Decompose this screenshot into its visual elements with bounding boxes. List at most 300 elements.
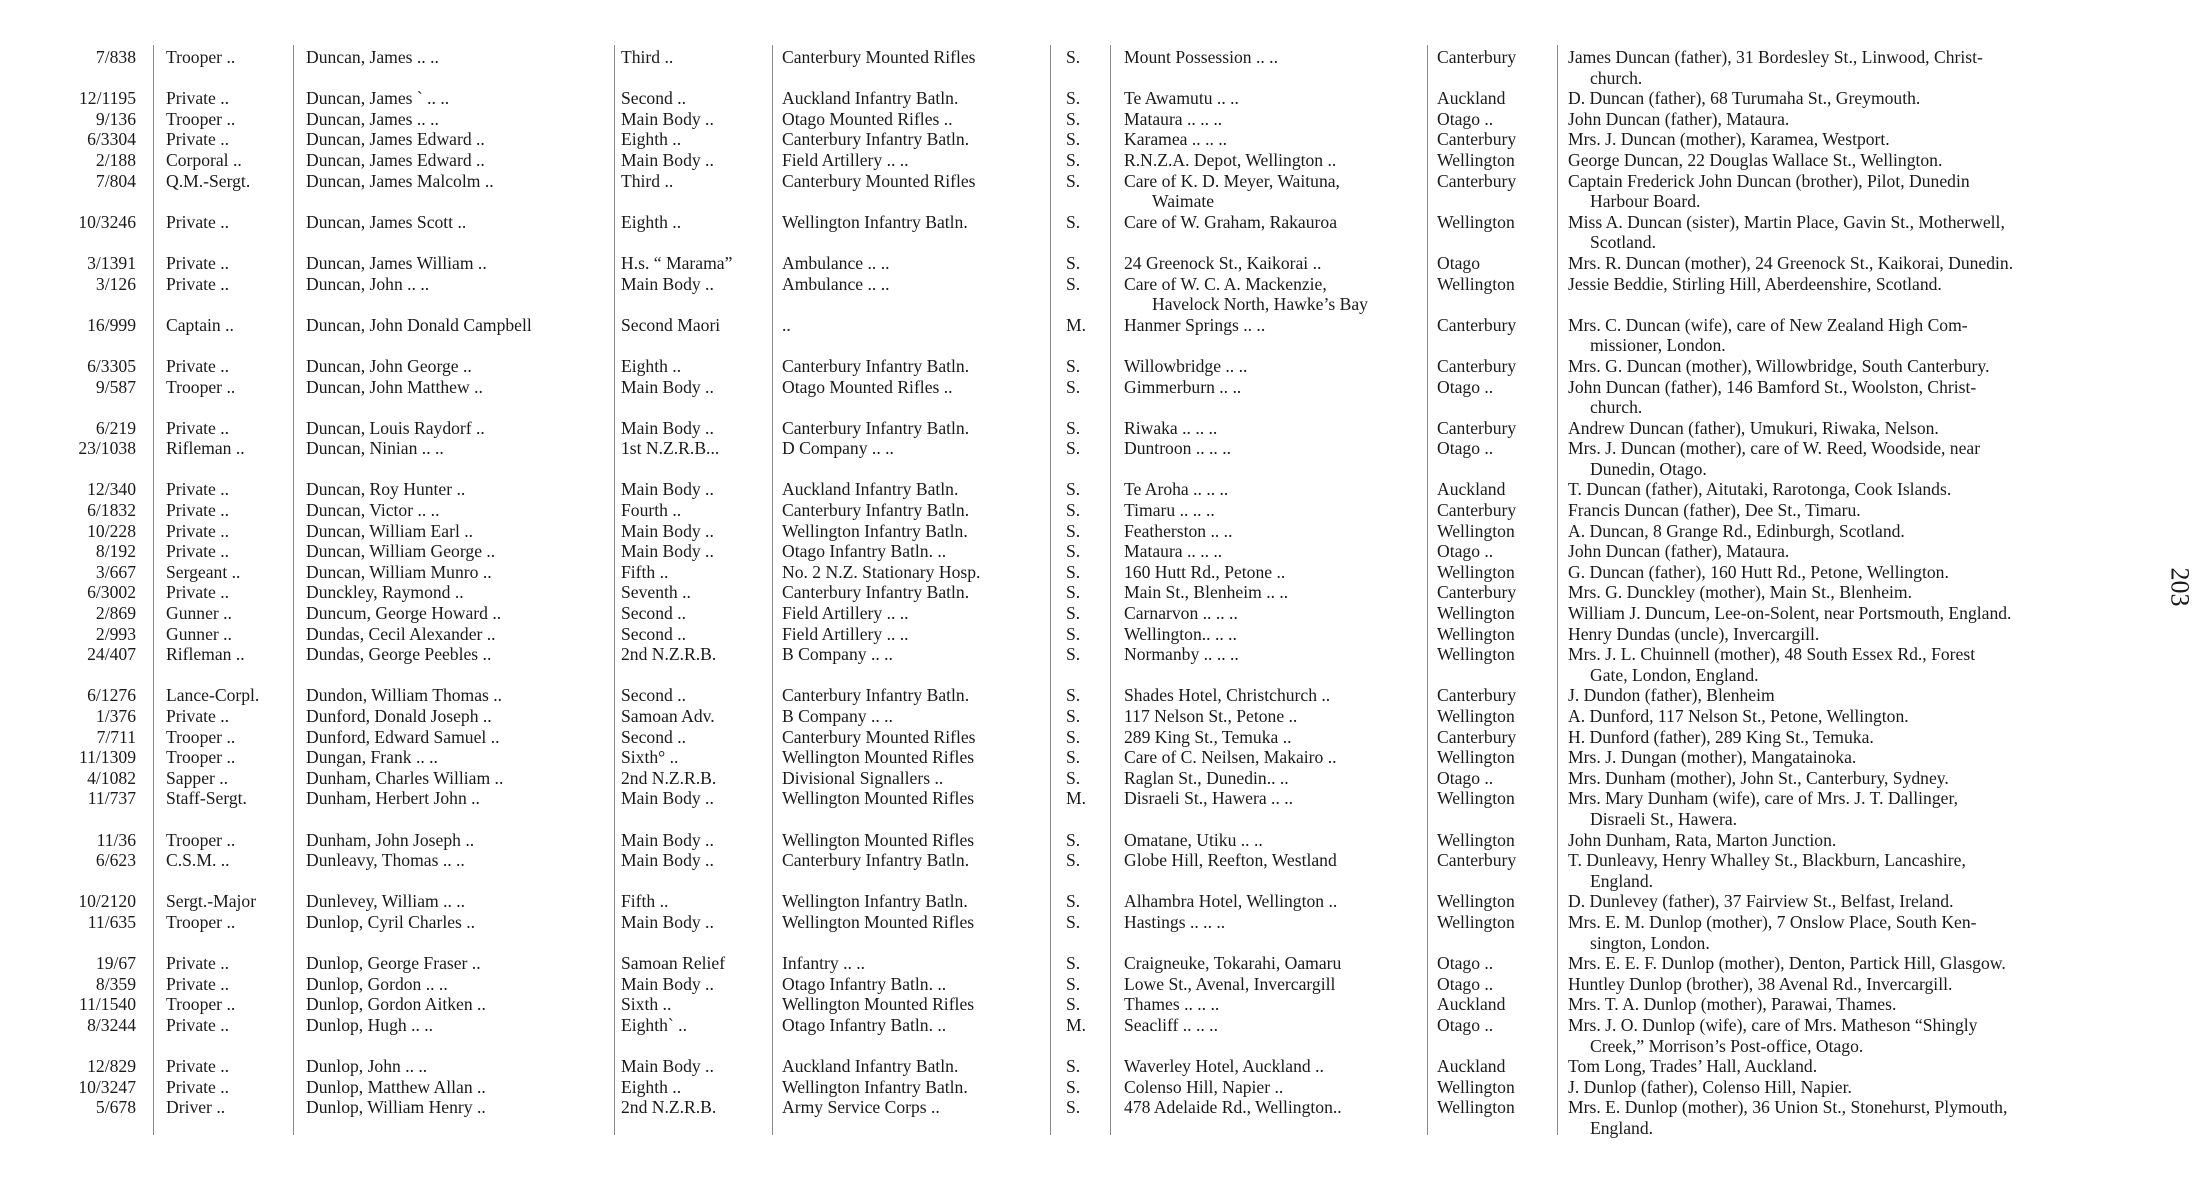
rank: Sapper .. [166, 767, 229, 788]
marital-status: S. [1066, 438, 1081, 459]
last-address-line: 289 King St., Temuka .. [1124, 726, 1292, 747]
draft-body: Main Body .. [621, 149, 714, 170]
draft-body: 2nd N.Z.R.B. [621, 767, 717, 788]
next-of-kin [1568, 891, 2138, 912]
next-of-kin [1568, 974, 2138, 995]
table-row [0, 479, 2205, 500]
soldier-name: Duncan, James Malcolm .. [306, 170, 494, 191]
marital-status: M. [1066, 788, 1087, 809]
marital-status: S. [1066, 1056, 1081, 1077]
last-address-line: Duntroon .. .. .. [1124, 438, 1232, 459]
soldier-name: Duncan, John George .. [306, 355, 472, 376]
last-address [1124, 706, 1297, 727]
soldier-name: Duncan, James .. .. [306, 108, 439, 129]
soldier-name: Duncan, William Earl .. [306, 520, 474, 541]
service-number: 10/3247 [78, 1076, 136, 1097]
last-address-line: Hanmer Springs .. .. [1124, 314, 1266, 335]
unit: Wellington Infantry Batln. [782, 520, 968, 541]
next-of-kin-line: Scotland. [1590, 232, 1656, 253]
unit: Divisional Signallers .. [782, 767, 944, 788]
district: Canterbury [1437, 417, 1517, 438]
next-of-kin [1568, 500, 2138, 521]
last-address-line: Alhambra Hotel, Wellington .. [1124, 891, 1338, 912]
draft-body: Second .. [621, 88, 686, 109]
rank: Private .. [166, 1014, 230, 1035]
unit: Otago Infantry Batln. .. [782, 1014, 947, 1035]
rank: Corporal .. [166, 149, 242, 170]
last-address [1124, 109, 1222, 130]
table-row [0, 1015, 2205, 1056]
table-row [0, 47, 2205, 88]
unit: D Company .. .. [782, 438, 894, 459]
service-number: 11/1309 [78, 747, 136, 768]
draft-body: Main Body .. [621, 520, 714, 541]
last-address-line: Featherston .. .. [1124, 520, 1233, 541]
table-row [0, 1056, 2205, 1077]
service-number: 6/1276 [87, 685, 136, 706]
next-of-kin [1568, 727, 2138, 748]
draft-body: Fifth .. [621, 891, 669, 912]
soldier-name: Duncan, John Matthew .. [306, 376, 483, 397]
rank: Trooper .. [166, 829, 236, 850]
soldier-name: Duncan, James Edward .. [306, 129, 485, 150]
unit: Otago Mounted Rifles .. [782, 376, 953, 397]
district: Canterbury [1437, 850, 1517, 871]
unit: Canterbury Mounted Rifles [782, 47, 976, 67]
soldier-name: Dundas, George Peebles .. [306, 644, 492, 665]
soldier-name: Duncan, Roy Hunter .. [306, 479, 466, 500]
last-address [1124, 377, 1241, 398]
last-address [1124, 994, 1219, 1015]
last-address-line: Care of C. Neilsen, Makairo .. [1124, 747, 1337, 768]
unit: Canterbury Infantry Batln. [782, 417, 970, 438]
unit: Otago Infantry Batln. .. [782, 973, 947, 994]
last-address-line: Colenso Hill, Napier .. [1124, 1076, 1284, 1097]
next-of-kin [1568, 768, 2138, 789]
district: Otago .. [1437, 438, 1494, 459]
next-of-kin-line: J. Dundon (father), Blenheim [1568, 685, 1775, 706]
last-address-line: Craigneuke, Tokarahi, Oamaru [1124, 953, 1342, 974]
last-address-line: Te Aroha .. .. .. [1124, 479, 1229, 500]
next-of-kin-line: Gate, London, England. [1590, 664, 1759, 685]
last-address [1124, 830, 1263, 851]
draft-body: Sixth .. [621, 994, 672, 1015]
table-row [0, 315, 2205, 356]
rank: C.S.M. .. [166, 850, 230, 871]
district: Otago .. [1437, 1014, 1494, 1035]
marital-status: S. [1066, 603, 1081, 624]
next-of-kin-line: J. Dunlop (father), Colenso Hill, Napier. [1568, 1076, 1852, 1097]
marital-status: S. [1066, 47, 1081, 67]
draft-body: 2nd N.Z.R.B. [621, 1097, 717, 1118]
last-address-line: Timaru .. .. .. [1124, 500, 1215, 521]
draft-body: Eighth .. [621, 211, 682, 232]
next-of-kin-line: A. Dunford, 117 Nelson St., Petone, Wellington. [1568, 706, 1909, 726]
service-number: 10/3246 [78, 211, 136, 232]
last-address [1124, 562, 1285, 583]
marital-status: S. [1066, 706, 1081, 726]
draft-body: Main Body .. [621, 829, 714, 850]
last-address-line: Thames .. .. .. [1124, 994, 1220, 1015]
draft-body: Eighth` .. [621, 1014, 687, 1035]
soldier-name: Duncan, William George .. [306, 541, 496, 562]
last-address [1124, 521, 1232, 542]
table-row [0, 356, 2205, 377]
last-address-line: Globe Hill, Reefton, Westland [1124, 850, 1337, 871]
district: Auckland [1437, 1056, 1506, 1077]
next-of-kin-line: G. Duncan (father), 160 Hutt Rd., Petone, Wellington. [1568, 561, 1949, 582]
table-row [0, 150, 2205, 171]
last-address-line: Waimate [1152, 191, 1215, 212]
rank: Rifleman .. [166, 438, 245, 459]
next-of-kin [1568, 356, 2138, 377]
district: Canterbury [1437, 47, 1517, 67]
marital-status: S. [1066, 211, 1081, 232]
draft-body: Second .. [621, 603, 686, 624]
district: Canterbury [1437, 170, 1517, 191]
soldier-name: Duncan, John .. .. [306, 273, 430, 294]
last-address [1124, 438, 1231, 459]
next-of-kin-line: T. Duncan (father), Aitutaki, Rarotonga, Cook Islands. [1568, 479, 1952, 500]
unit: Ambulance .. .. [782, 273, 890, 294]
last-address-line: Te Awamutu .. .. [1124, 88, 1239, 109]
last-address [1124, 582, 1288, 603]
next-of-kin [1568, 212, 2138, 253]
page-number: 203 [2165, 567, 2195, 607]
last-address [1124, 768, 1289, 789]
last-address [1124, 1097, 1342, 1118]
next-of-kin [1568, 747, 2138, 768]
rank: Private .. [166, 273, 230, 294]
last-address-line: Willowbridge .. .. [1124, 355, 1248, 376]
rank: Private .. [166, 355, 230, 376]
draft-body: Second .. [621, 685, 686, 706]
service-number: 19/67 [95, 953, 136, 974]
soldier-name: Duncan, James Edward .. [306, 149, 485, 170]
service-number: 8/3244 [87, 1014, 136, 1035]
table-row [0, 212, 2205, 253]
next-of-kin [1568, 1077, 2138, 1098]
district: Otago .. [1437, 108, 1494, 129]
last-address [1124, 1056, 1324, 1077]
district: Wellington [1437, 644, 1515, 665]
unit: Wellington Mounted Rifles [782, 829, 975, 850]
marital-status: S. [1066, 829, 1081, 850]
next-of-kin [1568, 521, 2138, 542]
rank: Trooper .. [166, 994, 236, 1015]
next-of-kin [1568, 994, 2138, 1015]
unit: Canterbury Infantry Batln. [782, 129, 970, 150]
next-of-kin-line: Mrs. J. Duncan (mother), Karamea, Westport. [1568, 129, 1890, 150]
marital-status: S. [1066, 685, 1081, 706]
rank: Staff-Sergt. [166, 788, 247, 809]
unit: Canterbury Mounted Rifles [782, 726, 976, 747]
district: Wellington [1437, 211, 1515, 232]
unit: Wellington Infantry Batln. [782, 211, 968, 232]
district: Wellington [1437, 911, 1515, 932]
marital-status: S. [1066, 953, 1081, 974]
district: Wellington [1437, 149, 1515, 170]
next-of-kin-line: T. Dunleavy, Henry Whalley St., Blackburn, Lancashire, [1568, 850, 1966, 871]
service-number: 16/999 [87, 314, 136, 335]
last-address-line: 24 Greenock St., Kaikorai .. [1124, 252, 1322, 273]
draft-body: Eighth .. [621, 1076, 682, 1097]
draft-body: Eighth .. [621, 355, 682, 376]
marital-status: S. [1066, 850, 1081, 871]
draft-body: Samoan Adv. [621, 706, 715, 726]
last-address [1124, 150, 1336, 171]
table-row [0, 644, 2205, 685]
marital-status: S. [1066, 1097, 1081, 1118]
district: Wellington [1437, 1097, 1515, 1118]
next-of-kin [1568, 850, 2138, 891]
soldier-name: Dunham, John Joseph .. [306, 829, 475, 850]
next-of-kin [1568, 953, 2138, 974]
next-of-kin-line: Mrs. J. Dungan (mother), Mangatainoka. [1568, 747, 1857, 768]
next-of-kin-line: William J. Duncum, Lee-on-Solent, near Portsmouth, England. [1568, 603, 2012, 624]
next-of-kin-line: Harbour Board. [1590, 191, 1701, 212]
next-of-kin [1568, 377, 2138, 418]
next-of-kin-line: sington, London. [1590, 932, 1710, 953]
table-row [0, 88, 2205, 109]
last-address [1124, 624, 1237, 645]
service-number: 11/1540 [78, 994, 136, 1015]
unit: Canterbury Infantry Batln. [782, 355, 970, 376]
draft-body: Fourth .. [621, 500, 682, 521]
soldier-name: Dunford, Donald Joseph .. [306, 706, 492, 726]
last-address [1124, 315, 1265, 336]
unit: No. 2 N.Z. Stationary Hosp. [782, 561, 981, 582]
unit: Canterbury Infantry Batln. [782, 685, 970, 706]
district: Canterbury [1437, 500, 1517, 521]
marital-status: S. [1066, 273, 1081, 294]
service-number: 10/2120 [78, 891, 136, 912]
next-of-kin [1568, 171, 2138, 212]
unit: Canterbury Infantry Batln. [782, 582, 970, 603]
unit: Wellington Mounted Rifles [782, 911, 975, 932]
next-of-kin-line: church. [1590, 397, 1643, 418]
next-of-kin [1568, 150, 2138, 171]
last-address-line: Disraeli St., Hawera .. .. [1124, 788, 1294, 809]
rank: Trooper .. [166, 47, 236, 67]
table-row [0, 603, 2205, 624]
next-of-kin-line: Mrs. E. Dunlop (mother), 36 Union St., Stonehurst, Plymouth, [1568, 1097, 2008, 1118]
soldier-name: Duncan, James .. .. [306, 47, 439, 67]
unit: Auckland Infantry Batln. [782, 479, 959, 500]
unit: Field Artillery .. .. [782, 149, 909, 170]
marital-status: S. [1066, 644, 1081, 665]
unit: Auckland Infantry Batln. [782, 88, 959, 109]
draft-body: Sixth° .. [621, 747, 679, 768]
last-address-line: 117 Nelson St., Petone .. [1124, 706, 1298, 726]
draft-body: Main Body .. [621, 479, 714, 500]
next-of-kin [1568, 1097, 2138, 1138]
service-number: 11/36 [96, 829, 136, 850]
service-number: 6/623 [95, 850, 136, 871]
table-row [0, 418, 2205, 439]
last-address [1124, 171, 1340, 212]
soldier-name: Duncan, Victor .. .. [306, 500, 440, 521]
district: Wellington [1437, 747, 1515, 768]
last-address [1124, 912, 1225, 933]
next-of-kin-line: A. Duncan, 8 Grange Rd., Edinburgh, Scotland. [1568, 520, 1905, 541]
service-number: 23/1038 [78, 438, 136, 459]
table-row [0, 912, 2205, 953]
service-number: 3/126 [95, 273, 136, 294]
next-of-kin-line: Dunedin, Otago. [1590, 458, 1707, 479]
last-address [1124, 974, 1335, 995]
last-address-line: Care of W. C. A. Mackenzie, [1124, 273, 1327, 294]
soldier-name: Dungan, Frank .. .. [306, 747, 438, 768]
last-address [1124, 727, 1292, 748]
marital-status: S. [1066, 911, 1081, 932]
last-address-line: Riwaka .. .. .. [1124, 417, 1218, 438]
service-number: 12/340 [87, 479, 136, 500]
last-address-line: Gimmerburn .. .. [1124, 376, 1242, 397]
draft-body: Seventh .. [621, 582, 691, 603]
draft-body: Main Body .. [621, 376, 714, 397]
soldier-name: Dunham, Charles William .. [306, 767, 504, 788]
table-row [0, 974, 2205, 995]
next-of-kin-line: Mrs. J. L. Chuinnell (mother), 48 South Essex Rd., Forest [1568, 644, 1976, 665]
next-of-kin [1568, 582, 2138, 603]
last-address-line: Havelock North, Hawke’s Bay [1152, 294, 1368, 315]
next-of-kin [1568, 706, 2138, 727]
district: Canterbury [1437, 355, 1517, 376]
next-of-kin [1568, 129, 2138, 150]
next-of-kin-line: John Duncan (father), 146 Bamford St., Woolston, Christ- [1568, 376, 1977, 397]
draft-body: Fifth .. [621, 561, 669, 582]
unit: B Company .. .. [782, 644, 893, 665]
draft-body: Second .. [621, 623, 686, 644]
soldier-name: Dundas, Cecil Alexander .. [306, 623, 496, 644]
last-address [1124, 953, 1341, 974]
next-of-kin-line: Creek,” Morrison’s Post-office, Otago. [1590, 1035, 1864, 1056]
marital-status: S. [1066, 994, 1081, 1015]
rank: Private .. [166, 252, 230, 273]
unit: Wellington Mounted Rifles [782, 747, 975, 768]
last-address [1124, 212, 1337, 233]
table-row [0, 994, 2205, 1015]
service-number: 2/869 [95, 603, 136, 624]
district: Otago .. [1437, 541, 1494, 562]
table-row [0, 129, 2205, 150]
rank: Private .. [166, 88, 230, 109]
next-of-kin [1568, 1056, 2138, 1077]
last-address-line: Mataura .. .. .. [1124, 108, 1223, 129]
marital-status: S. [1066, 747, 1081, 768]
district: Auckland [1437, 994, 1506, 1015]
last-address [1124, 479, 1228, 500]
next-of-kin [1568, 47, 2138, 88]
next-of-kin-line: Jessie Beddie, Stirling Hill, Aberdeenshire, Scotland. [1568, 273, 1942, 294]
last-address [1124, 541, 1222, 562]
rank: Rifleman .. [166, 644, 245, 665]
draft-body: Main Body .. [621, 1056, 714, 1077]
unit: Canterbury Infantry Batln. [782, 500, 970, 521]
last-address [1124, 891, 1337, 912]
soldier-name: Dunlop, Hugh .. .. [306, 1014, 434, 1035]
soldier-name: Dunlop, John .. .. [306, 1056, 428, 1077]
last-address-line: Normanby .. .. .. [1124, 644, 1239, 665]
marital-status: S. [1066, 973, 1081, 994]
next-of-kin-line: Disraeli St., Hawera. [1590, 808, 1738, 829]
last-address [1124, 47, 1278, 68]
table-row [0, 1077, 2205, 1098]
service-number: 7/838 [95, 47, 136, 67]
last-address [1124, 88, 1239, 109]
last-address-line: Lowe St., Avenal, Invercargill [1124, 973, 1336, 994]
rank: Private .. [166, 1076, 230, 1097]
district: Auckland [1437, 88, 1506, 109]
service-number: 7/711 [96, 726, 136, 747]
unit: Otago Mounted Rifles .. [782, 108, 953, 129]
service-number: 2/993 [95, 623, 136, 644]
draft-body: Samoan Relief [621, 953, 726, 974]
soldier-name: Duncan, Louis Raydorf .. [306, 417, 485, 438]
rank: Gunner .. [166, 603, 232, 624]
table-row [0, 500, 2205, 521]
next-of-kin-line: Mrs. J. O. Dunlop (wife), care of Mrs. Matheson “Shingly [1568, 1014, 1978, 1035]
next-of-kin-line: missioner, London. [1590, 335, 1726, 356]
draft-body: Main Body .. [621, 788, 714, 809]
service-number: 6/219 [95, 417, 136, 438]
district: Canterbury [1437, 685, 1517, 706]
soldier-name: Dunlop, Matthew Allan .. [306, 1076, 486, 1097]
rank: Private .. [166, 953, 230, 974]
last-address [1124, 747, 1337, 768]
last-address-line: Carnarvon .. .. .. [1124, 603, 1238, 624]
marital-status: S. [1066, 417, 1081, 438]
next-of-kin-line: Huntley Dunlop (brother), 38 Avenal Rd., Invercargill. [1568, 973, 1953, 994]
service-number: 5/678 [95, 1097, 136, 1118]
next-of-kin-line: Mrs. R. Duncan (mother), 24 Greenock St., Kaikorai, Dunedin. [1568, 252, 2014, 273]
service-number: 3/667 [95, 561, 136, 582]
soldier-name: Dunlop, William Henry .. [306, 1097, 486, 1118]
district: Wellington [1437, 520, 1515, 541]
service-number: 6/1832 [87, 500, 136, 521]
table-row [0, 438, 2205, 479]
unit: Wellington Mounted Rifles [782, 788, 975, 809]
district: Otago .. [1437, 953, 1494, 974]
unit: Canterbury Infantry Batln. [782, 850, 970, 871]
last-address-line: Seacliff .. .. .. [1124, 1014, 1218, 1035]
table-row [0, 727, 2205, 748]
soldier-name: Duncan, James William .. [306, 252, 487, 273]
soldier-name: Dunlop, Gordon Aitken .. [306, 994, 486, 1015]
district: Wellington [1437, 706, 1515, 726]
rank: Private .. [166, 417, 230, 438]
rank: Trooper .. [166, 747, 236, 768]
table-row [0, 850, 2205, 891]
last-address [1124, 356, 1247, 377]
last-address-line: Karamea .. .. .. [1124, 129, 1228, 150]
soldier-name: Duncan, William Munro .. [306, 561, 492, 582]
next-of-kin [1568, 109, 2138, 130]
table-row [0, 562, 2205, 583]
table-row [0, 521, 2205, 542]
marital-status: S. [1066, 108, 1081, 129]
next-of-kin [1568, 562, 2138, 583]
district: Canterbury [1437, 314, 1517, 335]
next-of-kin [1568, 315, 2138, 356]
soldier-name: Dunleavy, Thomas .. .. [306, 850, 465, 871]
district: Wellington [1437, 623, 1515, 644]
rank: Private .. [166, 211, 230, 232]
last-address [1124, 1015, 1218, 1036]
district: Wellington [1437, 1076, 1515, 1097]
unit: Field Artillery .. .. [782, 623, 909, 644]
